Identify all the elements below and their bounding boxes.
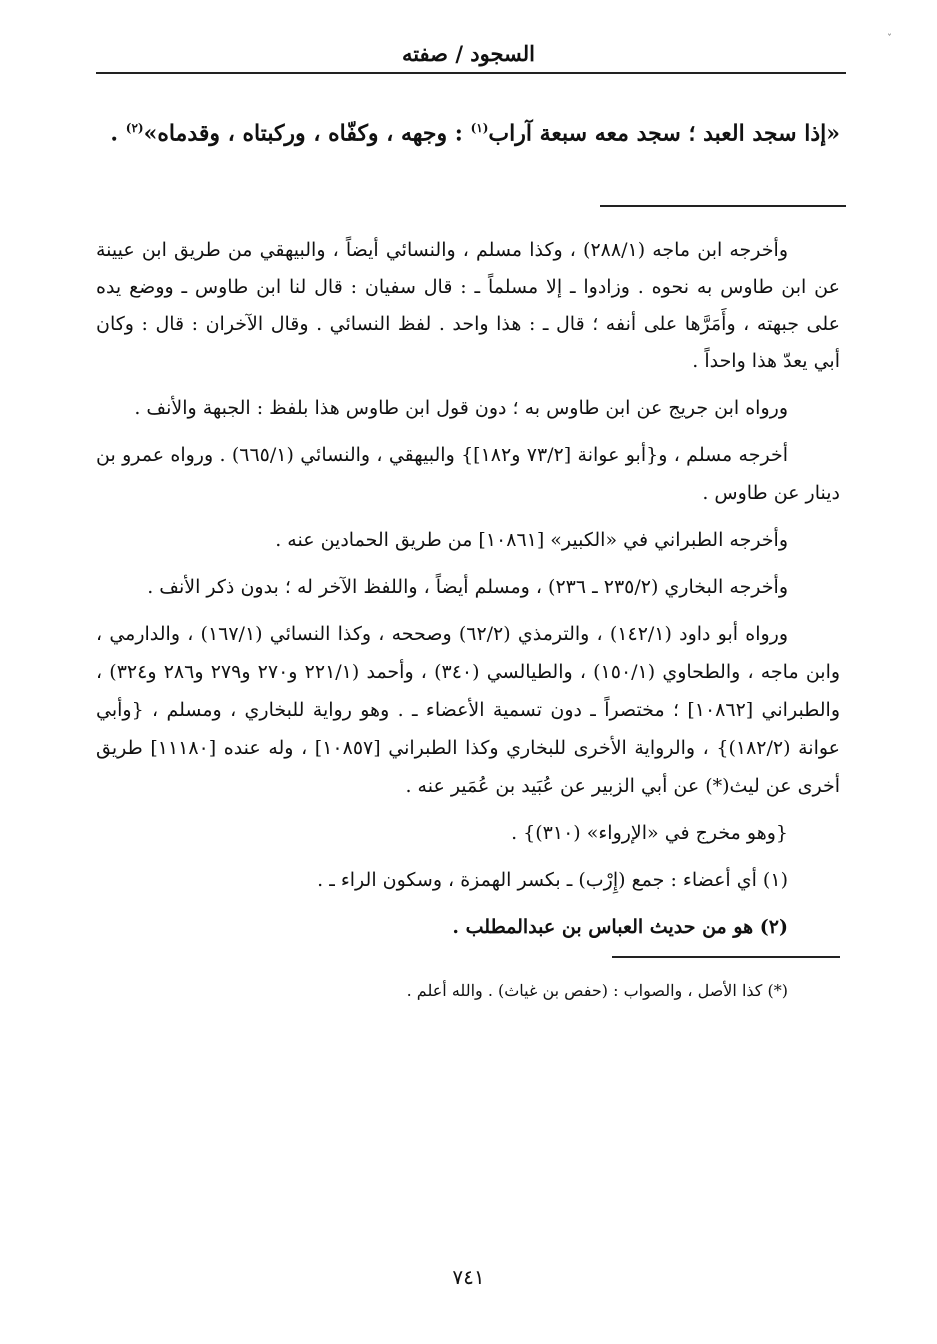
running-header: السجود / صفته — [401, 41, 536, 66]
paragraph: وأخرجه البخاري (٢٣٥/٢ ـ ٢٣٦) ، ومسلم أيضاً ، واللفظ الآخر له ؛ بدون ذكر الأنف . — [147, 576, 788, 598]
hadith-text — [96, 100, 840, 161]
footnote-ref-2[interactable]: (٢) — [125, 121, 144, 135]
paragraph: {وهو مخرج في «الإرواء» (٣١٠)} . — [511, 822, 788, 844]
footnote-2: (٢) هو من حديث العباس بن عبدالمطلب . — [452, 916, 788, 938]
footnote-rule — [612, 956, 840, 958]
paragraph: أخرجه مسلم ، و{أبو عوانة [٧٣/٢ و١٨٢]} والبيهقي ، والنسائي (٦٦٥/١) . ورواه عمرو بن دينار عن طاوس . — [96, 444, 840, 504]
header-rule — [96, 72, 846, 74]
hadith-end: . — [110, 120, 126, 147]
hadith-part-1: «إذا سجد العبد ؛ سجد معه سبعة آراب — [488, 120, 840, 147]
page-number: ٧٤١ — [452, 1265, 485, 1289]
paragraph: وأخرجه ابن ماجه (٢٨٨/١) ، وكذا مسلم ، والنسائي أيضاً ، والبيهقي من طريق ابن عيينة عن ابن طاوس به نحوه . وزادوا ـ إلا مسلماً ـ : قال سفيان : قال لنا ابن طاوس ـ ووضع يده على جبهته ، وأَمَرَّها على أنفه ؛ قال ـ : هذا واحد . لفظ النسائي . وقال الآخران : قال : وكان أبي يعدّ هذا واحداً . — [96, 239, 840, 372]
commentary — [96, 232, 840, 1019]
paragraph: ورواه أبو داود (١٤٢/١) ، والترمذي (٦٢/٢) وصححه ، وكذا النسائي (١٦٧/١) ، والدارمي ، وابن ماجه ، والطحاوي (١٥٠/١) ، والطيالسي (٣٤٠) ، وأحمد (٢٢١/١ و٢٧٠ و٢٧٩ و٢٨٦ و٣٢٤) ، والطبراني [١٠٨٦٢] ؛ مختصراً ـ دون تسمية الأعضاء ـ . وهو رواية للبخاري ، ومسلم ، {وأبي عوانة (١٨٢/٢)} ، والرواية الأخرى للبخاري وكذا الطبراني [١٠٨٥٧] ، وله عنده [١١١٨٠] طريق أخرى عن ليث(*) عن أبي الزبير عن عُبَيد بن عُمَير عنه . — [96, 623, 841, 797]
footnote-1: (١) أي أعضاء : جمع (إِرْب) ـ بكسر الهمزة ، وسكون الراء ـ . — [317, 869, 788, 891]
editor-note: (*) كذا الأصل ، والصواب : (حفص بن غياث) . والله أعلم . — [406, 981, 788, 1000]
hadith-rule — [600, 205, 846, 207]
scan-mark: ˇ — [887, 34, 892, 45]
paragraph: ورواه ابن جريج عن ابن طاوس به ؛ دون قول ابن طاوس هذا بلفظ : الجبهة والأنف . — [134, 397, 788, 419]
hadith-part-2: : وجهه ، وكفّاه ، وركبتاه ، وقدماه» — [143, 120, 471, 147]
paragraph: وأخرجه الطبراني في «الكبير» [١٠٨٦١] من طريق الحمادين عنه . — [275, 529, 788, 551]
footnote-ref-1[interactable]: (١) — [470, 121, 489, 135]
